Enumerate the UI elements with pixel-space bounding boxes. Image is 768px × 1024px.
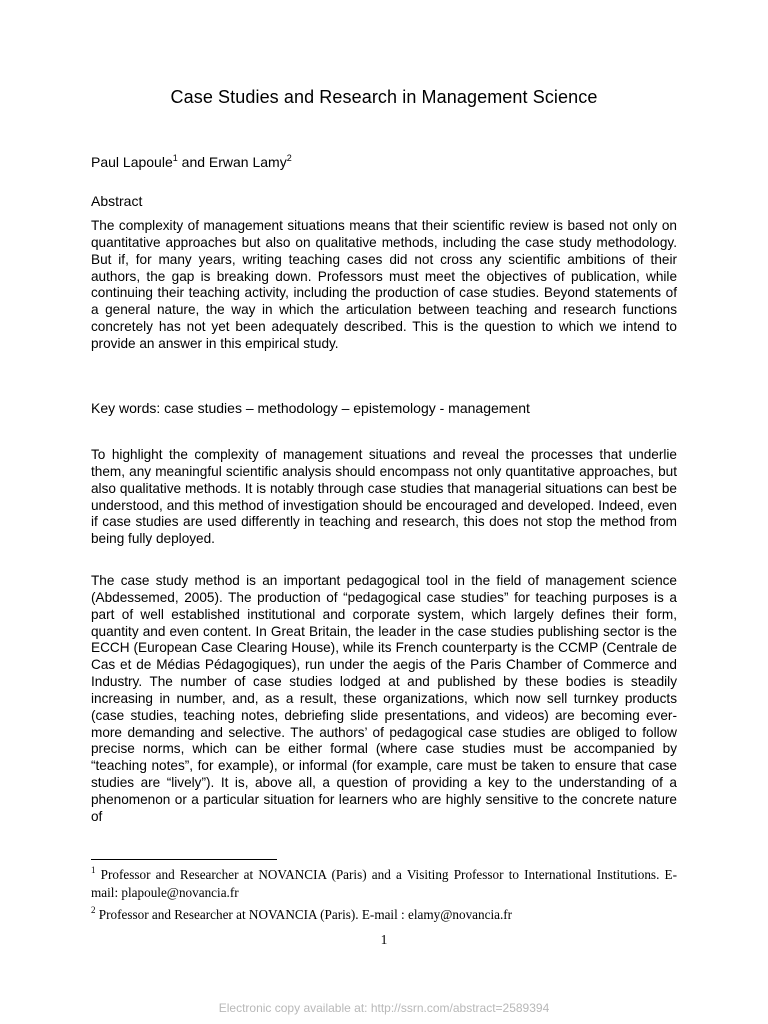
body-paragraph-1: To highlight the complexity of management situations and reveal the processes that underlie them, any meaningful scientific analysis should encompass not only quantitative approaches, but also qualitative methods. It is notably through case studies that managerial situations can best be understood, and this method of investigation should be encouraged and developed. Indeed, even if case studies are used differently in teaching and research, this does not stop the method from being fully deployed.	[91, 447, 677, 547]
abstract-heading: Abstract	[91, 193, 143, 209]
footnote-2	[91, 906, 677, 924]
author-line	[91, 154, 292, 170]
keywords: Key words: case studies – methodology – epistemology - management	[91, 400, 530, 416]
author-name-2: Erwan Lamy	[208, 154, 287, 170]
footnote-2-mark: 2	[91, 905, 96, 915]
paper-title: Case Studies and Research in Management Science	[170, 87, 598, 107]
page-number: 1	[380, 932, 388, 947]
footnote-mark-1: 1	[172, 153, 178, 163]
footnote-mark-2: 2	[286, 153, 292, 163]
paper-page	[91, 0, 677, 1024]
footnote-divider	[91, 859, 277, 860]
author-name-1: Paul Lapoule	[91, 154, 173, 170]
footnote-1	[91, 866, 677, 901]
footnote-1-text: Professor and Researcher at NOVANCIA (Paris) and a Visiting Professor to International Institutions. E-mail: plapoule@novancia.fr	[91, 867, 677, 900]
footnote-2-text: Professor and Researcher at NOVANCIA (Paris). E-mail : elamy@novancia.fr	[95, 907, 513, 922]
ssrn-notice: Electronic copy available at: http://ssrn.com/abstract=2589394	[218, 1001, 550, 1015]
body-paragraph-2: The case study method is an important pedagogical tool in the field of management science (Abdessemed, 2005). The production of “pedagogical case studies” for teaching purposes is a part of well established institutional and corporate system, which largely defines their form, quantity and even content. In Great Britain, the leader in the case studies publishing sector is the ECCH (European Case Clearing House), while its French counterparty is the CCMP (Centrale de Cas et de Médias Pédagogiques), run under the aegis of the Paris Chamber of Commerce and Industry. The number of case studies lodged at and published by these bodies is steadily increasing in number, and, as a result, these organizations, which now sell turnkey products (case studies, teaching notes, debriefing slide presentations, and videos) are becoming ever-more demanding and selective. The authors’ of pedagogical case studies are obliged to follow precise norms, which can be either formal (where case studies must be accompanied by “teaching notes”, for example), or informal (for example, care must be taken to ensure that case studies are “lively”). It is, above all, a question of providing a key to the understanding of a phenomenon or a particular situation for learners who are highly sensitive to the concrete nature of	[91, 573, 677, 824]
footnote-1-mark: 1	[91, 865, 96, 875]
abstract-text: The complexity of management situations means that their scientific review is based not only on quantitative approaches but also on qualitative methods, including the case study methodology. But if, for many years, writing teaching cases did not cross any scientific ambitions of their authors, the gap is breaking down. Professors must meet the objectives of publication, while continuing their teaching activity, including the production of case studies. Beyond statements of a general nature, the way in which the articulation between teaching and research functions concretely has not yet been adequately described. This is the question to which we intend to provide an answer in this empirical study.	[91, 218, 677, 351]
author-conjunction: and	[177, 154, 209, 170]
